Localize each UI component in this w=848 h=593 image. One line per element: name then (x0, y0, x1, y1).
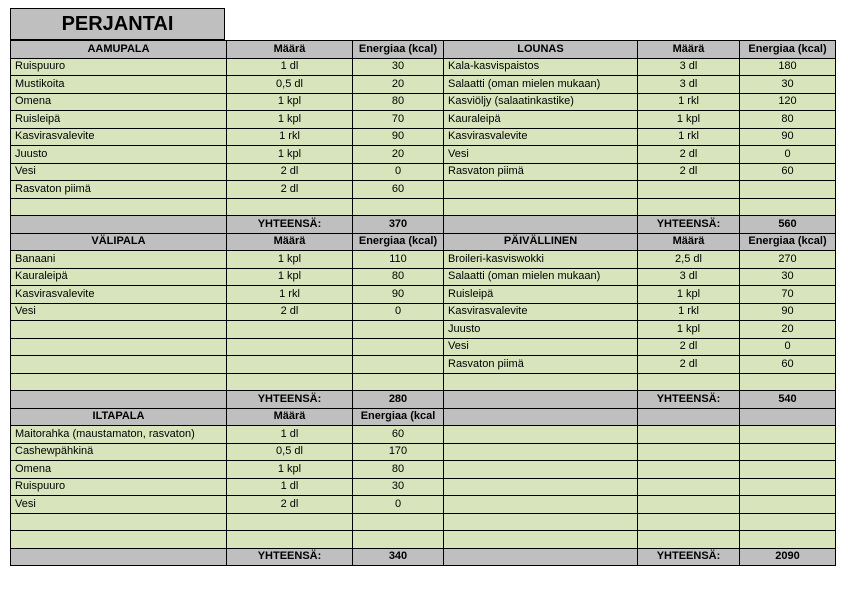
total-label-lounas: YHTEENSÄ: (638, 216, 740, 234)
food-item: Kasviöljy (salaatinkastike) (444, 93, 638, 111)
total-label-aamupala: YHTEENSÄ: (227, 216, 353, 234)
food-kcal: 30 (353, 58, 444, 76)
empty-cell (638, 198, 740, 216)
empty-cell (444, 513, 638, 531)
food-item: Vesi (11, 163, 227, 181)
food-quantity: 2 dl (227, 303, 353, 321)
table-row (11, 531, 836, 549)
food-kcal: 60 (740, 163, 836, 181)
food-quantity: 1 rkl (638, 128, 740, 146)
empty-header-cell (638, 408, 740, 426)
empty-cell (638, 461, 740, 479)
food-item: Mustikoita (11, 76, 227, 94)
food-kcal: 30 (740, 76, 836, 94)
food-item: Kauraleipä (11, 268, 227, 286)
section-header-valipala: VÄLIPALA (11, 233, 227, 251)
empty-cell (444, 496, 638, 514)
empty-cell (638, 478, 740, 496)
food-item: Ruispuuro (11, 478, 227, 496)
food-item: Vesi (444, 338, 638, 356)
food-item: Kala-kasvispaistos (444, 58, 638, 76)
food-kcal: 0 (353, 496, 444, 514)
header-maara: Määrä (227, 408, 353, 426)
food-quantity: 2,5 dl (638, 251, 740, 269)
section-header-paivallinen: PÄIVÄLLINEN (444, 233, 638, 251)
empty-cell (11, 321, 227, 339)
food-quantity: 1 kpl (227, 251, 353, 269)
empty-cell (353, 373, 444, 391)
food-quantity: 3 dl (638, 76, 740, 94)
total-label-grand: YHTEENSÄ: (638, 548, 740, 566)
header-maara: Määrä (227, 41, 353, 59)
food-quantity: 1 kpl (227, 146, 353, 164)
food-kcal: 170 (353, 443, 444, 461)
food-kcal: 90 (353, 128, 444, 146)
empty-cell (11, 513, 227, 531)
section-header-iltapala: ILTAPALA (11, 408, 227, 426)
table-row (11, 356, 836, 374)
total-spacer (444, 548, 638, 566)
food-item: Banaani (11, 251, 227, 269)
empty-cell (444, 531, 638, 549)
food-quantity: 1 kpl (638, 286, 740, 304)
empty-cell (638, 373, 740, 391)
empty-cell (638, 181, 740, 199)
food-kcal: 60 (353, 181, 444, 199)
table-row (11, 93, 836, 111)
section-header-lounas: LOUNAS (444, 41, 638, 59)
table-row (11, 373, 836, 391)
table-row (11, 443, 836, 461)
header-energia: Energiaa (kcal (353, 408, 444, 426)
total-value-aamupala: 370 (353, 216, 444, 234)
food-item: Salaatti (oman mielen mukaan) (444, 76, 638, 94)
total-value-lounas: 560 (740, 216, 836, 234)
empty-cell (740, 373, 836, 391)
empty-cell (740, 478, 836, 496)
header-energia: Energiaa (kcal) (740, 233, 836, 251)
empty-cell (353, 198, 444, 216)
food-quantity: 2 dl (638, 146, 740, 164)
food-item: Ruispuuro (11, 58, 227, 76)
food-kcal: 30 (740, 268, 836, 286)
table-row (11, 268, 836, 286)
food-item: Juusto (444, 321, 638, 339)
food-item: Vesi (11, 303, 227, 321)
table-row (11, 338, 836, 356)
empty-cell (444, 426, 638, 444)
food-kcal: 180 (740, 58, 836, 76)
food-item: Kauraleipä (444, 111, 638, 129)
food-item: Rasvaton piimä (444, 163, 638, 181)
empty-cell (638, 513, 740, 531)
total-value-valipala: 280 (353, 391, 444, 409)
food-kcal: 80 (740, 111, 836, 129)
header-maara: Määrä (227, 233, 353, 251)
food-item: Kasvirasvalevite (11, 286, 227, 304)
food-quantity: 1 rkl (638, 93, 740, 111)
table-row (11, 478, 836, 496)
table-row (11, 198, 836, 216)
total-spacer (11, 216, 227, 234)
empty-cell (227, 321, 353, 339)
empty-cell (740, 531, 836, 549)
empty-cell (740, 198, 836, 216)
food-quantity: 2 dl (227, 181, 353, 199)
food-item: Vesi (444, 146, 638, 164)
table-row (11, 426, 836, 444)
meal-plan-table (10, 40, 836, 566)
food-item: Ruisleipä (444, 286, 638, 304)
total-spacer (11, 548, 227, 566)
food-quantity: 2 dl (638, 356, 740, 374)
food-kcal: 0 (353, 163, 444, 181)
header-energia: Energiaa (kcal) (740, 41, 836, 59)
empty-cell (353, 356, 444, 374)
food-quantity: 0,5 dl (227, 76, 353, 94)
empty-header-cell (444, 408, 638, 426)
food-item: Omena (11, 461, 227, 479)
empty-cell (227, 531, 353, 549)
empty-cell (227, 338, 353, 356)
empty-cell (740, 443, 836, 461)
page-title: PERJANTAI (10, 8, 225, 40)
empty-cell (638, 531, 740, 549)
table-row (11, 321, 836, 339)
food-item: Kasvirasvalevite (444, 128, 638, 146)
empty-cell (444, 443, 638, 461)
empty-cell (11, 356, 227, 374)
empty-cell (353, 321, 444, 339)
empty-cell (444, 181, 638, 199)
food-quantity: 2 dl (638, 338, 740, 356)
table-row (11, 461, 836, 479)
table-row (11, 513, 836, 531)
food-kcal: 90 (740, 128, 836, 146)
food-kcal: 80 (353, 268, 444, 286)
food-kcal: 20 (353, 146, 444, 164)
empty-cell (227, 373, 353, 391)
table-row (11, 76, 836, 94)
food-item: Cashewpähkinä (11, 443, 227, 461)
food-quantity: 0,5 dl (227, 443, 353, 461)
empty-cell (444, 461, 638, 479)
food-quantity: 1 dl (227, 426, 353, 444)
food-quantity: 1 kpl (227, 111, 353, 129)
food-kcal: 110 (353, 251, 444, 269)
food-item: Maitorahka (maustamaton, rasvaton) (11, 426, 227, 444)
empty-cell (444, 373, 638, 391)
food-kcal: 0 (353, 303, 444, 321)
food-quantity: 1 rkl (227, 286, 353, 304)
empty-cell (740, 496, 836, 514)
food-quantity: 2 dl (227, 496, 353, 514)
food-kcal: 70 (353, 111, 444, 129)
header-energia: Energiaa (kcal) (353, 41, 444, 59)
food-kcal: 60 (353, 426, 444, 444)
food-quantity: 3 dl (638, 58, 740, 76)
table-row (11, 111, 836, 129)
food-item: Vesi (11, 496, 227, 514)
food-kcal: 120 (740, 93, 836, 111)
header-maara: Määrä (638, 41, 740, 59)
food-quantity: 1 kpl (638, 111, 740, 129)
empty-cell (444, 478, 638, 496)
food-item: Juusto (11, 146, 227, 164)
header-energia: Energiaa (kcal) (353, 233, 444, 251)
total-label-iltapala: YHTEENSÄ: (227, 548, 353, 566)
food-kcal: 90 (353, 286, 444, 304)
table-row (11, 163, 836, 181)
total-value-paivallinen: 540 (740, 391, 836, 409)
empty-cell (227, 356, 353, 374)
total-spacer (444, 391, 638, 409)
food-kcal: 60 (740, 356, 836, 374)
food-kcal: 30 (353, 478, 444, 496)
total-value-iltapala: 340 (353, 548, 444, 566)
empty-cell (11, 338, 227, 356)
food-item: Rasvaton piimä (11, 181, 227, 199)
empty-cell (740, 181, 836, 199)
empty-header-cell (740, 408, 836, 426)
header-maara: Määrä (638, 233, 740, 251)
food-quantity: 1 kpl (227, 268, 353, 286)
food-kcal: 90 (740, 303, 836, 321)
food-item: Ruisleipä (11, 111, 227, 129)
table-row (11, 251, 836, 269)
food-kcal: 80 (353, 461, 444, 479)
food-quantity: 1 rkl (227, 128, 353, 146)
food-quantity: 1 kpl (227, 93, 353, 111)
food-kcal: 270 (740, 251, 836, 269)
table-row (11, 146, 836, 164)
food-quantity: 2 dl (638, 163, 740, 181)
empty-cell (353, 338, 444, 356)
total-label-paivallinen: YHTEENSÄ: (638, 391, 740, 409)
food-quantity: 1 dl (227, 58, 353, 76)
empty-cell (11, 531, 227, 549)
food-kcal: 0 (740, 338, 836, 356)
food-quantity: 1 kpl (638, 321, 740, 339)
food-kcal: 70 (740, 286, 836, 304)
total-label-valipala: YHTEENSÄ: (227, 391, 353, 409)
total-spacer (11, 391, 227, 409)
empty-cell (11, 373, 227, 391)
food-item: Kasvirasvalevite (444, 303, 638, 321)
empty-cell (740, 426, 836, 444)
food-kcal: 20 (740, 321, 836, 339)
food-kcal: 80 (353, 93, 444, 111)
table-row (11, 128, 836, 146)
table-row (11, 286, 836, 304)
food-item: Omena (11, 93, 227, 111)
table-row (11, 496, 836, 514)
food-quantity: 1 dl (227, 478, 353, 496)
empty-cell (638, 496, 740, 514)
food-quantity: 2 dl (227, 163, 353, 181)
empty-cell (227, 198, 353, 216)
food-item: Rasvaton piimä (444, 356, 638, 374)
empty-cell (444, 198, 638, 216)
food-item: Kasvirasvalevite (11, 128, 227, 146)
table-row (11, 58, 836, 76)
empty-cell (740, 461, 836, 479)
section-header-aamupala: AAMUPALA (11, 41, 227, 59)
empty-cell (638, 426, 740, 444)
food-kcal: 20 (353, 76, 444, 94)
food-item: Broileri-kasviswokki (444, 251, 638, 269)
empty-cell (353, 513, 444, 531)
food-item: Salaatti (oman mielen mukaan) (444, 268, 638, 286)
food-kcal: 0 (740, 146, 836, 164)
empty-cell (638, 443, 740, 461)
food-quantity: 1 rkl (638, 303, 740, 321)
food-quantity: 3 dl (638, 268, 740, 286)
empty-cell (11, 198, 227, 216)
empty-cell (227, 513, 353, 531)
table-row (11, 181, 836, 199)
empty-cell (740, 513, 836, 531)
table-row (11, 303, 836, 321)
total-spacer (444, 216, 638, 234)
food-quantity: 1 kpl (227, 461, 353, 479)
total-value-grand: 2090 (740, 548, 836, 566)
empty-cell (353, 531, 444, 549)
